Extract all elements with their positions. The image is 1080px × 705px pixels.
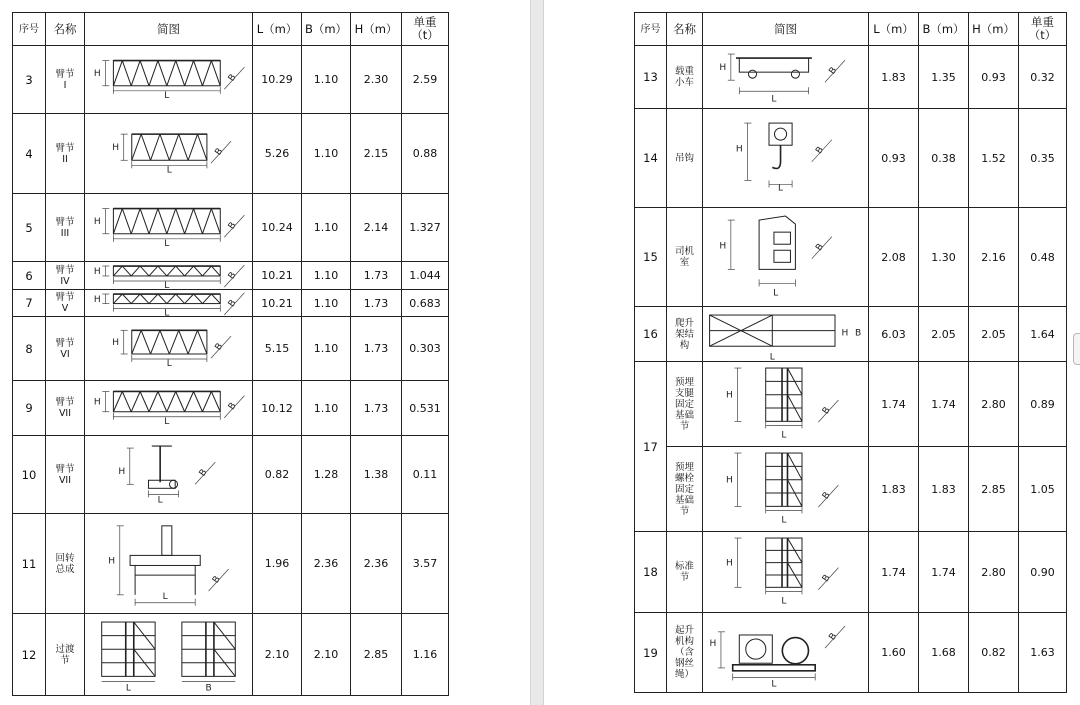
component-sketch bbox=[703, 613, 869, 693]
value-l: 6.03 bbox=[869, 307, 919, 362]
dim-label-b: B bbox=[226, 270, 239, 282]
value-l: 1.60 bbox=[869, 613, 919, 693]
value-h: 2.80 bbox=[969, 362, 1019, 447]
table-row bbox=[13, 614, 449, 696]
dim-label-b: B bbox=[205, 683, 212, 694]
sketch-boom-long bbox=[85, 194, 252, 260]
row-number: 14 bbox=[635, 109, 667, 208]
dim-label-b: B bbox=[820, 490, 833, 502]
dim-label-h: H bbox=[112, 338, 120, 349]
value-l: 10.12 bbox=[253, 381, 302, 436]
table-row bbox=[635, 447, 1067, 532]
dim-label-b: B bbox=[854, 329, 862, 340]
dim-label-b: B bbox=[226, 401, 239, 413]
dim-label-l: L bbox=[164, 91, 170, 102]
table-row bbox=[635, 208, 1067, 307]
dim-label-h: H bbox=[719, 63, 727, 74]
table-row bbox=[13, 194, 449, 262]
dim-label-l: L bbox=[164, 281, 170, 289]
row-number: 13 bbox=[635, 46, 667, 109]
value-h: 2.85 bbox=[351, 614, 402, 696]
value-w: 0.32 bbox=[1019, 46, 1067, 109]
row-number: 5 bbox=[13, 194, 46, 262]
table-row bbox=[635, 109, 1067, 208]
dim-label-b: B bbox=[827, 631, 840, 643]
value-h: 1.73 bbox=[351, 262, 402, 290]
table-row bbox=[635, 307, 1067, 362]
component-sketch bbox=[85, 436, 253, 514]
side-scroll-handle[interactable] bbox=[1073, 333, 1080, 365]
row-number: 7 bbox=[13, 290, 46, 317]
dim-label-l: L bbox=[164, 417, 170, 428]
row-number: 3 bbox=[13, 46, 46, 114]
header-name: 名称 bbox=[46, 13, 85, 46]
dim-label-h: H bbox=[725, 475, 733, 486]
component-name: 臂节 VII bbox=[46, 436, 85, 514]
header-h: H（m） bbox=[969, 13, 1019, 46]
component-sketch bbox=[703, 362, 869, 447]
dim-label-l: L bbox=[781, 430, 787, 441]
component-sketch bbox=[85, 194, 253, 262]
component-sketch bbox=[703, 307, 869, 362]
value-b: 1.10 bbox=[302, 262, 351, 290]
row-number: 15 bbox=[635, 208, 667, 307]
value-w: 0.35 bbox=[1019, 109, 1067, 208]
header-sketch: 简图 bbox=[703, 13, 869, 46]
component-name: 标准 节 bbox=[667, 532, 703, 613]
value-w: 3.57 bbox=[402, 514, 449, 614]
sketch-hook bbox=[703, 109, 868, 207]
row-number: 16 bbox=[635, 307, 667, 362]
sketch-mast bbox=[703, 447, 868, 531]
value-w: 0.531 bbox=[402, 381, 449, 436]
table-row bbox=[13, 381, 449, 436]
value-b: 1.74 bbox=[919, 532, 969, 613]
value-b: 1.10 bbox=[302, 114, 351, 194]
dim-label-h: H bbox=[93, 69, 101, 80]
row-number: 9 bbox=[13, 381, 46, 436]
dim-label-l: L bbox=[125, 683, 131, 694]
header-seq: 序号 bbox=[13, 13, 46, 46]
dim-label-h: H bbox=[735, 144, 743, 155]
value-w: 0.89 bbox=[1019, 362, 1067, 447]
table-row bbox=[13, 317, 449, 381]
sketch-mast bbox=[703, 532, 868, 611]
value-l: 5.26 bbox=[253, 114, 302, 194]
sketch-mast bbox=[703, 362, 868, 446]
value-w: 0.48 bbox=[1019, 208, 1067, 307]
value-w: 1.044 bbox=[402, 262, 449, 290]
sketch-post bbox=[85, 436, 252, 512]
value-l: 1.74 bbox=[869, 532, 919, 613]
component-sketch bbox=[703, 208, 869, 307]
value-h: 2.14 bbox=[351, 194, 402, 262]
sketch-slewing bbox=[85, 514, 252, 613]
sketch-boom-short bbox=[85, 317, 252, 379]
value-b: 1.10 bbox=[302, 194, 351, 262]
value-w: 0.683 bbox=[402, 290, 449, 317]
value-h: 2.36 bbox=[351, 514, 402, 614]
row-number: 8 bbox=[13, 317, 46, 381]
component-name: 臂节 VI bbox=[46, 317, 85, 381]
value-l: 1.83 bbox=[869, 447, 919, 532]
dim-label-l: L bbox=[781, 596, 787, 607]
component-sketch bbox=[85, 514, 253, 614]
dim-label-b: B bbox=[213, 341, 226, 353]
sketch-boom-thin bbox=[85, 262, 252, 288]
component-sketch bbox=[703, 109, 869, 208]
value-b: 1.68 bbox=[919, 613, 969, 693]
component-name: 预埋 螺栓 固定 基础 节 bbox=[667, 447, 703, 532]
row-number: 19 bbox=[635, 613, 667, 693]
dim-label-l: L bbox=[778, 183, 784, 194]
value-h: 2.80 bbox=[969, 532, 1019, 613]
value-w: 1.64 bbox=[1019, 307, 1067, 362]
value-l: 2.08 bbox=[869, 208, 919, 307]
table-row bbox=[635, 46, 1067, 109]
row-number: 11 bbox=[13, 514, 46, 614]
header-weight: 单重 （t） bbox=[402, 13, 449, 46]
value-h: 2.85 bbox=[969, 447, 1019, 532]
table-row bbox=[635, 532, 1067, 613]
component-name: 载重 小车 bbox=[667, 46, 703, 109]
value-w: 1.16 bbox=[402, 614, 449, 696]
left-header-row bbox=[13, 13, 449, 46]
table-row bbox=[635, 362, 1067, 447]
value-l: 1.83 bbox=[869, 46, 919, 109]
header-b: B（m） bbox=[919, 13, 969, 46]
value-h: 2.30 bbox=[351, 46, 402, 114]
right-spec-table bbox=[634, 12, 1067, 693]
value-h: 0.82 bbox=[969, 613, 1019, 693]
value-b: 1.30 bbox=[919, 208, 969, 307]
dim-label-l: L bbox=[157, 495, 163, 506]
dim-label-l: L bbox=[164, 309, 170, 316]
dim-label-b: B bbox=[211, 574, 223, 586]
value-h: 1.52 bbox=[969, 109, 1019, 208]
value-l: 5.15 bbox=[253, 317, 302, 381]
dim-label-h: H bbox=[112, 143, 120, 154]
table-row bbox=[13, 262, 449, 290]
dim-label-h: H bbox=[725, 390, 733, 401]
component-sketch bbox=[85, 46, 253, 114]
value-l: 2.10 bbox=[253, 614, 302, 696]
dim-label-l: L bbox=[769, 352, 775, 361]
component-name: 吊钩 bbox=[667, 109, 703, 208]
value-l: 0.93 bbox=[869, 109, 919, 208]
component-sketch bbox=[703, 46, 869, 109]
component-sketch bbox=[85, 381, 253, 436]
dim-label-h: H bbox=[725, 558, 733, 569]
value-b: 1.74 bbox=[919, 362, 969, 447]
sketch-boom-thin bbox=[85, 290, 252, 315]
value-h: 1.73 bbox=[351, 317, 402, 381]
dim-label-b: B bbox=[820, 405, 833, 417]
row-number: 10 bbox=[13, 436, 46, 514]
header-sketch: 简图 bbox=[85, 13, 253, 46]
dim-label-h: H bbox=[93, 295, 101, 306]
component-name: 过渡 节 bbox=[46, 614, 85, 696]
value-b: 0.38 bbox=[919, 109, 969, 208]
header-h: H（m） bbox=[351, 13, 402, 46]
sketch-transition bbox=[85, 614, 252, 694]
row-number: 4 bbox=[13, 114, 46, 194]
dim-label-l: L bbox=[166, 165, 172, 176]
dim-label-h: H bbox=[841, 329, 849, 340]
component-name: 臂节 I bbox=[46, 46, 85, 114]
component-name: 起升 机构 （含 钢丝 绳） bbox=[667, 613, 703, 693]
header-b: B（m） bbox=[302, 13, 351, 46]
value-h: 2.16 bbox=[969, 208, 1019, 307]
value-b: 1.10 bbox=[302, 290, 351, 317]
value-l: 10.24 bbox=[253, 194, 302, 262]
value-b: 1.35 bbox=[919, 46, 969, 109]
value-h: 2.15 bbox=[351, 114, 402, 194]
component-sketch bbox=[85, 317, 253, 381]
row-number: 12 bbox=[13, 614, 46, 696]
row-number: 17 bbox=[635, 362, 667, 532]
value-b: 1.28 bbox=[302, 436, 351, 514]
value-w: 0.11 bbox=[402, 436, 449, 514]
component-sketch bbox=[85, 262, 253, 290]
sketch-climbing bbox=[703, 307, 868, 360]
value-b: 2.10 bbox=[302, 614, 351, 696]
dim-label-h: H bbox=[108, 556, 116, 567]
dim-label-l: L bbox=[771, 679, 777, 690]
dim-label-h: H bbox=[709, 639, 717, 650]
component-sketch bbox=[703, 447, 869, 532]
dim-label-b: B bbox=[820, 573, 833, 585]
sketch-boom-long bbox=[85, 381, 252, 434]
value-l: 10.21 bbox=[253, 262, 302, 290]
value-b: 1.10 bbox=[302, 46, 351, 114]
value-w: 1.63 bbox=[1019, 613, 1067, 693]
table-row bbox=[13, 436, 449, 514]
left-spec-table bbox=[12, 12, 449, 696]
value-b: 1.10 bbox=[302, 317, 351, 381]
value-h: 1.38 bbox=[351, 436, 402, 514]
sketch-boom-short bbox=[85, 114, 252, 192]
header-weight: 单重 （t） bbox=[1019, 13, 1067, 46]
sketch-hoist bbox=[703, 613, 868, 691]
value-w: 0.88 bbox=[402, 114, 449, 194]
value-h: 1.73 bbox=[351, 290, 402, 317]
component-name: 臂节 V bbox=[46, 290, 85, 317]
row-number: 18 bbox=[635, 532, 667, 613]
value-b: 2.36 bbox=[302, 514, 351, 614]
dim-label-l: L bbox=[166, 359, 172, 370]
component-name: 臂节 II bbox=[46, 114, 85, 194]
dim-label-l: L bbox=[164, 239, 170, 250]
header-l: L（m） bbox=[869, 13, 919, 46]
value-l: 0.82 bbox=[253, 436, 302, 514]
value-w: 1.327 bbox=[402, 194, 449, 262]
table-row bbox=[13, 290, 449, 317]
value-b: 2.05 bbox=[919, 307, 969, 362]
component-sketch bbox=[85, 290, 253, 317]
value-w: 1.05 bbox=[1019, 447, 1067, 532]
right-header-row bbox=[635, 13, 1067, 46]
dim-label-h: H bbox=[93, 217, 101, 228]
page-gutter bbox=[530, 0, 544, 705]
dim-label-l: L bbox=[162, 591, 168, 602]
dim-label-l: L bbox=[781, 515, 787, 526]
dim-label-h: H bbox=[118, 467, 126, 478]
component-name: 回转 总成 bbox=[46, 514, 85, 614]
table-row bbox=[635, 613, 1067, 693]
component-sketch bbox=[703, 532, 869, 613]
value-l: 10.21 bbox=[253, 290, 302, 317]
dim-label-b: B bbox=[827, 65, 840, 77]
sketch-boom-long bbox=[85, 46, 252, 112]
dim-label-h: H bbox=[93, 397, 101, 408]
value-w: 0.90 bbox=[1019, 532, 1067, 613]
header-l: L（m） bbox=[253, 13, 302, 46]
table-row bbox=[13, 114, 449, 194]
dim-label-l: L bbox=[773, 288, 779, 299]
value-b: 1.83 bbox=[919, 447, 969, 532]
header-name: 名称 bbox=[667, 13, 703, 46]
dim-label-b: B bbox=[197, 467, 210, 479]
dim-label-b: B bbox=[226, 220, 239, 232]
dim-label-b: B bbox=[814, 145, 827, 157]
dim-label-b: B bbox=[226, 72, 239, 84]
value-l: 1.96 bbox=[253, 514, 302, 614]
dim-label-l: L bbox=[771, 94, 777, 105]
component-sketch bbox=[85, 114, 253, 194]
value-h: 0.93 bbox=[969, 46, 1019, 109]
dim-label-b: B bbox=[814, 242, 827, 254]
table-row bbox=[13, 46, 449, 114]
component-name: 臂节 VII bbox=[46, 381, 85, 436]
component-name: 预埋 支腿 固定 基础 节 bbox=[667, 362, 703, 447]
sketch-cab bbox=[703, 208, 868, 306]
row-number: 6 bbox=[13, 262, 46, 290]
component-name: 司机 室 bbox=[667, 208, 703, 307]
component-sketch bbox=[85, 614, 253, 696]
value-l: 1.74 bbox=[869, 362, 919, 447]
dim-label-h: H bbox=[93, 267, 101, 278]
sketch-trolley bbox=[703, 46, 868, 107]
dim-label-h: H bbox=[719, 241, 727, 252]
value-w: 2.59 bbox=[402, 46, 449, 114]
value-h: 2.05 bbox=[969, 307, 1019, 362]
table-row bbox=[13, 514, 449, 614]
value-w: 0.303 bbox=[402, 317, 449, 381]
value-l: 10.29 bbox=[253, 46, 302, 114]
dim-label-b: B bbox=[226, 298, 239, 310]
value-h: 1.73 bbox=[351, 381, 402, 436]
dim-label-b: B bbox=[213, 146, 226, 158]
value-b: 1.10 bbox=[302, 381, 351, 436]
header-seq: 序号 bbox=[635, 13, 667, 46]
component-name: 爬升 架结 构 bbox=[667, 307, 703, 362]
component-name: 臂节 IV bbox=[46, 262, 85, 290]
component-name: 臂节 III bbox=[46, 194, 85, 262]
